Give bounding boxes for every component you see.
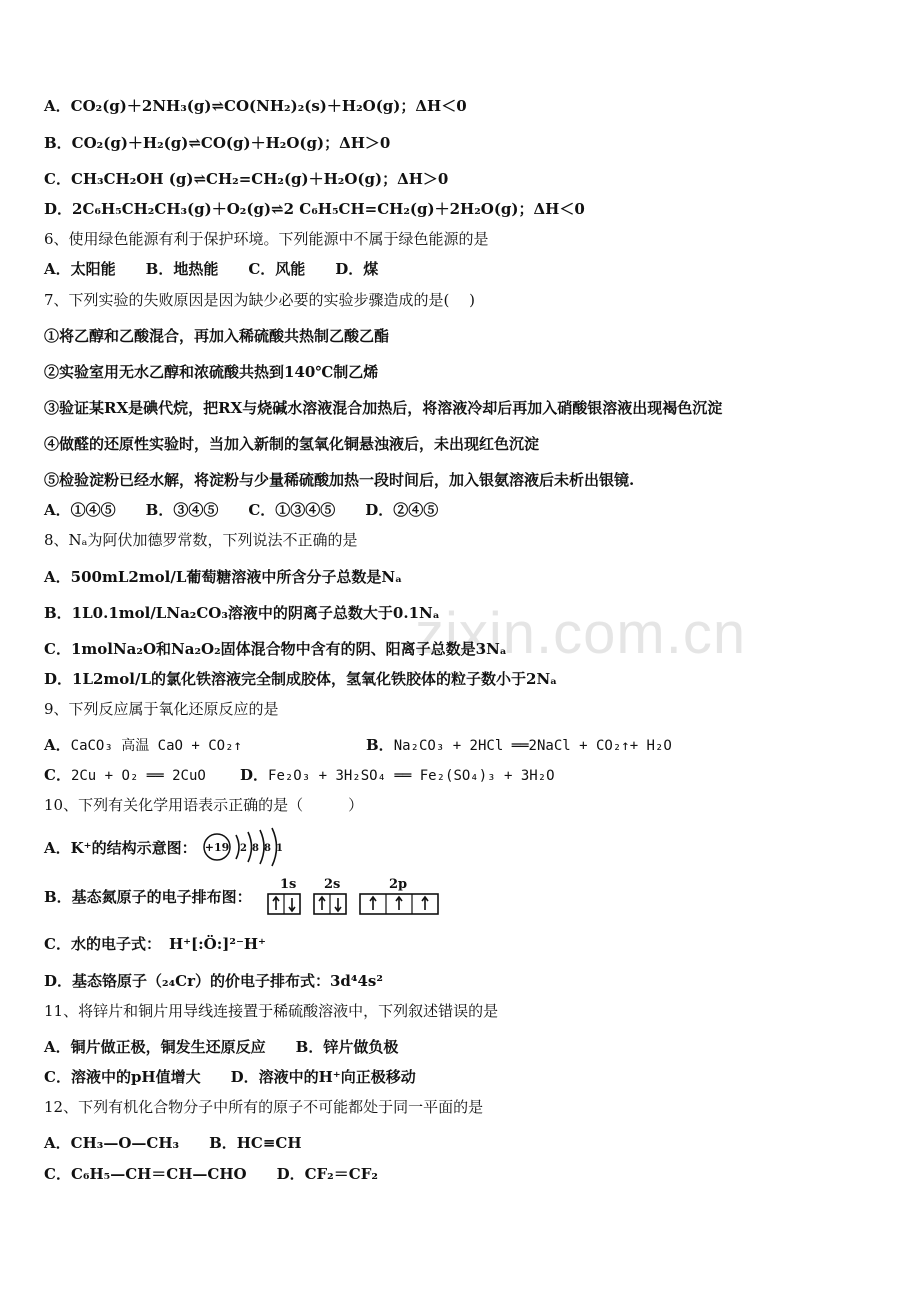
q5-option-c: C．CH₃CH₂OH (g)⇌CH₂=CH₂(g)＋H₂O(g)；ΔH＞0 (44, 170, 449, 188)
q8-option-a: A．500mL2mol/L葡萄糖溶液中所含分子总数是Nₐ (44, 568, 403, 586)
q9-option-a-label: A． (44, 736, 71, 754)
q10-option-b: B．基态氮原子的电子排布图： (44, 888, 252, 906)
q9-option-b-label: B． (366, 736, 394, 754)
k-shell-2: 8 (252, 843, 259, 854)
q9-option-b-wrap (366, 735, 672, 756)
k-shell-4: 1 (276, 843, 283, 854)
k-shell-1: 2 (240, 843, 247, 854)
q7-item: ⑤检验淀粉已经水解，将淀粉与少量稀硫酸加热一段时间后，加入银氨溶液后未析出银镜. (44, 471, 635, 489)
q9-option-c-label: C． (44, 766, 71, 784)
q11-stem: 11、将锌片和铜片用导线连接置于稀硫酸溶液中，下列叙述错误的是 (44, 1002, 499, 1020)
q7-item: ④做醛的还原性实验时，当加入新制的氢氧化铜悬浊液后，未出现红色沉淀 (44, 435, 540, 453)
k-nucleus-label: +19 (204, 841, 230, 854)
q7-stem: 7、下列实验的失败原因是因为缺少必要的实验步骤造成的是( ) (44, 291, 476, 309)
orbital-2s-label: 2s (324, 877, 341, 892)
q10-option-d: D．基态铬原子（₂₄Cr）的价电子排布式：3d⁴4s² (44, 972, 383, 990)
orbital-2p-label: 2p (389, 877, 408, 892)
q12-stem: 12、下列有机化合物分子中所有的原子不可能都处于同一平面的是 (44, 1098, 484, 1116)
q9-row-2 (44, 765, 206, 786)
q9-option-c: 2Cu + O₂ ══ 2CuO (70, 768, 206, 784)
q8-option-c: C．1molNa₂O和Na₂O₂固体混合物中含有的阴、阳离子总数是3Nₐ (44, 640, 507, 658)
q10-option-c-label: C．水的电子式： (44, 935, 161, 953)
q6-stem: 6、使用绿色能源有利于保护环境。下列能源中不属于绿色能源的是 (44, 230, 489, 248)
q11-options-ab: A．铜片做正极，铜发生还原反应 B．锌片做负极 (44, 1038, 399, 1056)
q7-item: ②实验室用无水乙醇和浓硫酸共热到140℃制乙烯 (44, 363, 379, 381)
nitrogen-orbital-diagram (264, 874, 444, 918)
q9-option-b: Na₂CO₃ + 2HCl ══2NaCl + CO₂↑+ H₂O (393, 738, 672, 754)
watermark: zixin.com.cn (415, 601, 747, 666)
q10-stem: 10、下列有关化学用语表示正确的是（ ） (44, 796, 364, 814)
q11-options-cd: C．溶液中的pH值增大 D．溶液中的H⁺向正极移动 (44, 1068, 416, 1086)
k-shell-3: 8 (264, 843, 271, 854)
q5-option-b: B．CO₂(g)＋H₂(g)⇌CO(g)＋H₂O(g)；ΔH＞0 (44, 134, 391, 152)
orbital-1s-label: 1s (280, 877, 297, 892)
q5-option-a: A．CO₂(g)＋2NH₃(g)⇌CO(NH₂)₂(s)＋H₂O(g)；ΔH＜0 (44, 97, 467, 115)
q9-option-d-wrap (240, 765, 555, 786)
q9-option-d-label: D． (240, 766, 269, 784)
q5-option-d: D．2C₆H₅CH₂CH₃(g)＋O₂(g)⇌2 C₆H₅CH=CH₂(g)＋2H₂O(g)；ΔH＜0 (44, 200, 585, 218)
q7-item: ①将乙醇和乙酸混合，再加入稀硫酸共热制乙酸乙酯 (44, 327, 390, 345)
q9-stem: 9、下列反应属于氧化还原反应的是 (44, 700, 279, 718)
q8-option-d: D．1L2mol/L的氯化铁溶液完全制成胶体，氢氧化铁胶体的粒子数小于2Nₐ (44, 670, 558, 688)
q12-options-cd: C．C₆H₅—CH＝CH—CHO D．CF₂＝CF₂ (44, 1165, 378, 1183)
q10-option-c (44, 934, 266, 954)
q9-row-1 (44, 735, 242, 756)
q8-stem: 8、Nₐ为阿伏加德罗常数，下列说法不正确的是 (44, 531, 358, 549)
q8-option-b: B．1L0.1mol/LNa₂CO₃溶液中的阴离子总数大于0.1Nₐ (44, 604, 440, 622)
q9-option-d: Fe₂O₃ + 3H₂SO₄ ══ Fe₂(SO₄)₃ + 3H₂O (268, 768, 555, 784)
k-ion-structure-diagram (200, 826, 290, 868)
q12-options-ab: A．CH₃—O—CH₃ B．HC≡CH (44, 1134, 302, 1152)
q7-options: A．①④⑤ B．③④⑤ C．①③④⑤ D．②④⑤ (44, 501, 439, 519)
q6-options: A．太阳能 B．地热能 C．风能 D．煤 (44, 260, 379, 278)
q10-option-a: A．K⁺的结构示意图： (44, 839, 197, 857)
q9-option-a: CaCO₃ 高温 CaO + CO₂↑ (70, 738, 242, 754)
water-electron-formula: H⁺[:Ö:]²⁻H⁺ (168, 935, 266, 953)
q7-item: ③验证某RX是碘代烷，把RX与烧碱水溶液混合加热后，将溶液冷却后再加入硝酸银溶液出现褐色沉淀 (44, 399, 723, 417)
